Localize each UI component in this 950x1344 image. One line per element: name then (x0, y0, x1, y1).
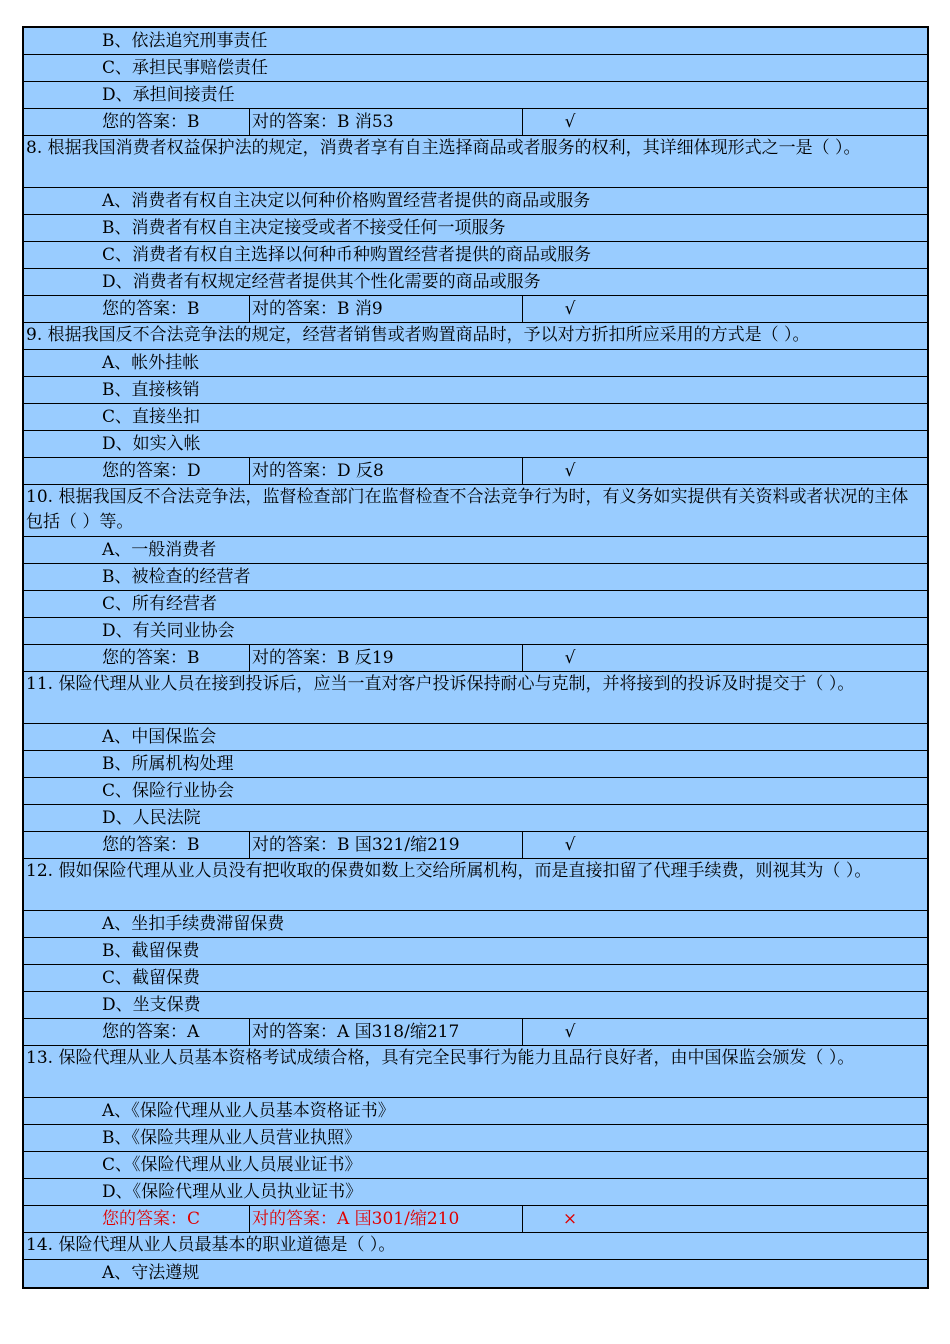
correct-answer: 对的答案：A 国301/缩210 (250, 1206, 523, 1232)
question-text: 14. 保险代理从业人员最基本的职业道德是（ ）。 (24, 1233, 927, 1260)
your-answer: 您的答案：A (24, 1019, 250, 1045)
question-text: 13. 保险代理从业人员基本资格考试成绩合格，具有完全民事行为能力且品行良好者，由中国保监会颁发（ ）。 (24, 1046, 927, 1098)
correct-answer: 对的答案：A 国318/缩217 (250, 1019, 523, 1045)
option-row: A、帐外挂帐 (24, 350, 927, 377)
cross-mark-icon: × (562, 1209, 578, 1229)
question-text: 11. 保险代理从业人员在接到投诉后，应当一直对客户投诉保持耐心与克制，并将接到的投诉及时提交于（ ）。 (24, 672, 927, 724)
option-row: A、一般消费者 (24, 537, 927, 564)
option-row: C、所有经营者 (24, 591, 927, 618)
check-mark-icon: √ (564, 1022, 576, 1042)
check-mark-icon: √ (564, 648, 576, 668)
option-row: C、《保险代理从业人员展业证书》 (24, 1152, 927, 1179)
answer-row (24, 109, 927, 136)
option-row: A、《保险代理从业人员基本资格证书》 (24, 1098, 927, 1125)
option-row: A、守法遵规 (102, 1263, 200, 1283)
option-row: B、直接核销 (24, 377, 927, 404)
option-row: D、人民法院 (24, 805, 927, 832)
correct-answer: 对的答案：D 反8 (250, 458, 523, 484)
answer-row (24, 458, 927, 485)
your-answer: 您的答案：C (24, 1206, 250, 1232)
question-text: 10. 根据我国反不合法竞争法，监督检查部门在监督检查不合法竞争行为时，有义务如实提供有关资料或者状况的主体包括（ ）等。 (24, 485, 927, 537)
option-row: B、《保险共理从业人员营业执照》 (24, 1125, 927, 1152)
option-row: A、消费者有权自主决定以何种价格购置经营者提供的商品或服务 (24, 188, 927, 215)
check-mark-icon: √ (564, 112, 576, 132)
answer-row (24, 1019, 927, 1046)
question-text: 8. 根据我国消费者权益保护法的规定，消费者享有自主选择商品或者服务的权利，其详细体现形式之一是（ ）。 (24, 136, 927, 188)
option-row: D、坐支保费 (24, 992, 927, 1019)
your-answer: 您的答案：B (24, 109, 250, 135)
option-row: D、承担间接责任 (24, 82, 927, 109)
answer-row-wrong (24, 1206, 927, 1233)
option-row: D、如实入帐 (24, 431, 927, 458)
your-answer: 您的答案：B (24, 296, 250, 322)
option-row: D、消费者有权规定经营者提供其个性化需要的商品或服务 (24, 269, 927, 296)
option-row: A、坐扣手续费滞留保费 (24, 911, 927, 938)
option-row: D、《保险代理从业人员执业证书》 (24, 1179, 927, 1206)
option-row: D、有关同业协会 (24, 618, 927, 645)
option-row: A、中国保监会 (24, 724, 927, 751)
option-row: C、消费者有权自主选择以何种币种购置经营者提供的商品或服务 (24, 242, 927, 269)
correct-answer: 对的答案：B 消9 (250, 296, 523, 322)
option-row: C、承担民事赔偿责任 (24, 55, 927, 82)
quiz-answer-sheet (22, 26, 929, 1289)
option-row: B、所属机构处理 (24, 751, 927, 778)
your-answer: 您的答案：D (24, 458, 250, 484)
check-mark-icon: √ (564, 299, 576, 319)
your-answer: 您的答案：B (24, 832, 250, 858)
option-row: B、依法追究刑事责任 (24, 28, 927, 55)
answer-row (24, 645, 927, 672)
option-row: C、直接坐扣 (24, 404, 927, 431)
correct-answer: 对的答案：B 消53 (250, 109, 523, 135)
check-mark-icon: √ (564, 461, 576, 481)
option-row: B、被检查的经营者 (24, 564, 927, 591)
question-text: 12. 假如保险代理从业人员没有把收取的保费如数上交给所属机构，而是直接扣留了代理手续费，则视其为（ ）。 (24, 859, 927, 911)
answer-row (24, 832, 927, 859)
option-row: C、保险行业协会 (24, 778, 927, 805)
answer-row (24, 296, 927, 323)
option-row: B、截留保费 (24, 938, 927, 965)
correct-answer: 对的答案：B 反19 (250, 645, 523, 671)
option-row: B、消费者有权自主决定接受或者不接受任何一项服务 (24, 215, 927, 242)
your-answer: 您的答案：B (24, 645, 250, 671)
correct-answer: 对的答案：B 国321/缩219 (250, 832, 523, 858)
option-row: C、截留保费 (24, 965, 927, 992)
check-mark-icon: √ (564, 835, 576, 855)
question-text: 9. 根据我国反不合法竞争法的规定，经营者销售或者购置商品时，予以对方折扣所应采用的方式是（ ）。 (24, 323, 927, 350)
